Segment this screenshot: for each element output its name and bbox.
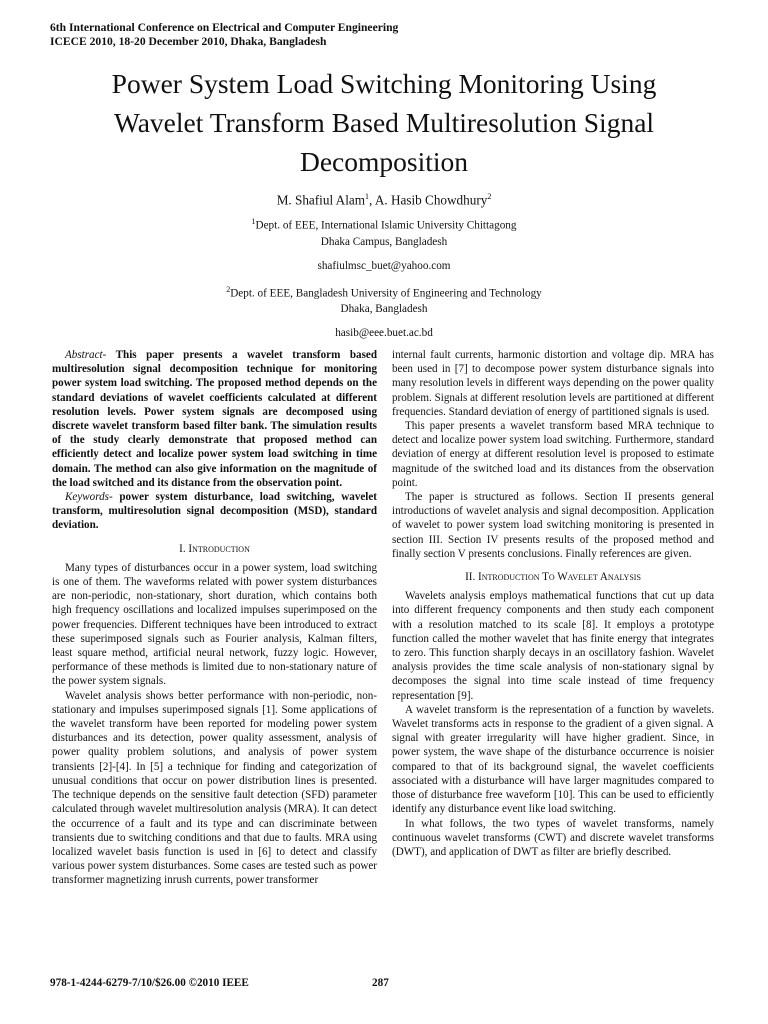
author-list — [0, 188, 768, 209]
affiliation-1-campus: Dhaka Campus, Bangladesh — [320, 235, 448, 248]
author-2: A. Hasib Chowdhury — [374, 192, 488, 208]
section-2-heading: II. Introduction To Wavelet Analysis — [465, 571, 641, 584]
affiliations — [0, 214, 768, 341]
abstract-label: Abstract- — [65, 349, 107, 361]
section-1-heading: I. Introduction — [179, 542, 250, 555]
conference-header — [50, 21, 398, 49]
section-2-paragraph-3: In what follows, the two types of wavelet transforms, namely continuous wavelet transforms (CWT) and discrete wavelet transforms (DWT), and application of DWT as filter are briefly described. — [392, 817, 714, 858]
abstract-text: This paper presents a wavelet transform based multiresolution signal decomposition technique for monitoring power system load switching. The proposed method depends on the standard deviations of wavelet coefficients calculated at different resolution levels. Power system signals are decomposed using discrete wavelet transform based filter bank. The simulation results of the study clearly demonstrate that proposed method can efficiently detect and localize power system load switching in time domain. The method can also give information on the magnitude of the load switched and its distance from the observation point. — [52, 349, 377, 489]
paper-title — [40, 64, 728, 181]
title-line-1: Power System Load Switching Monitoring Using — [111, 68, 657, 99]
footer-isbn: 978-1-4244-6279-7/10/$26.00 ©2010 IEEE — [50, 977, 249, 989]
section-2-paragraph-1: Wavelets analysis employs mathematical functions that cut up data into different frequency components and then study each component with a resolution matched to its scale [8]. It employs a prototype function called the mother wavelet that has finite energy that integrates to zero. This function sharply decays in an oscillatory fashion. Wavelet analysis provides the time scale analysis of non-stationary signal by decomposes the signal into time scale instead of time frequency representation [9]. — [392, 590, 714, 702]
author-1: M. Shafiul Alam — [276, 192, 365, 208]
left-column — [52, 348, 377, 888]
keywords — [52, 490, 377, 533]
section-1-paragraph-2: Wavelet analysis shows better performance with non-periodic, non-stationary and impulses superimposed signals [1]. Some applications of the wavelet transform have been reported for modeling power system disturbances and its detection, power quality assessment, analysis of power quality problem solutions, and analysis of power system transients [2]-[4]. In [5] a technique for finding and categorization of unusual conditions that occur on power distribution lines is presented. The technique depends on the sensitive fault detection (SFD) parameter calculated through wavelet multiresolution analysis (MRA). It can detect the occurrence of a fault and its type and can discriminate between transients due to switching conditions and that due to faults. MRA using localized wavelet basis function is used in [6] to detect and classify various power system disturbances. Some cases are tested such as power transformer magnetizing inrush currents, power transformer — [52, 689, 377, 887]
affiliation-2-sup: 2 — [226, 284, 231, 294]
page-number: 287 — [372, 977, 389, 989]
affiliation-2-email: hasib@eee.buet.ac.bd — [335, 327, 433, 340]
section-1-paragraph-1: Many types of disturbances occur in a power system, load switching is one of them. The waveforms related with power system disturbances are non-periodic, non-stationary, short duration, which contains both high frequency oscillations and localized impulses superimposed on the power frequencies. Different techniques have been introduced to extract these superimposed signals such as Fourier analysis, Kalman filters, least square method, artificial neural network, fuzzy logic. However, performance of these methods is limited due to non-stationary nature of the power system signals. — [52, 561, 377, 688]
right-paragraph-1: internal fault currents, harmonic distortion and voltage dip. MRA has been used in [7] to decompose power system disturbance signals into many resolution levels in different ways depending on the power quality problem. Signals at different resolution levels are partitioned at different frequencies. Standard deviation of energy of partitioned signals is used. — [392, 349, 714, 418]
affiliation-1-dept: Dept. of EEE, International Islamic University Chittagong — [255, 219, 517, 232]
affiliation-2-city: Dhaka, Bangladesh — [340, 303, 428, 316]
right-column — [392, 348, 714, 859]
right-paragraph-3: The paper is structured as follows. Section II presents general introductions of wavelet analysis and signal decomposition. Application of wavelet to power system load switching monitoring is presented in section III. Section IV presents results of the proposed method and finally section V presents conclusions. Finally references are given. — [392, 491, 714, 560]
author-separator: , — [368, 192, 375, 208]
title-line-3: Decomposition — [299, 146, 469, 177]
affiliation-1-email: shafiulmsc_buet@yahoo.com — [317, 259, 451, 272]
author-2-sup: 2 — [487, 192, 492, 201]
conference-line-2: ICECE 2010, 18-20 December 2010, Dhaka, Bangladesh — [50, 35, 327, 48]
abstract — [52, 348, 377, 490]
keywords-label: Keywords- — [65, 491, 113, 504]
section-2-paragraph-2: A wavelet transform is the representation of a function by wavelets. Wavelet transforms acts in response to the gradient of a given signal. A signal with greater irregularity will have higher gradient. Since, in power system, the wave shape of the disturbance occurrence is noisier compared to that of its background signal, the wavelet coefficients associated with a disturbance will have larger magnitudes compared to those of disturbance free waveform [10]. This can be used to efficiently identify any disturbance event like load switching. — [392, 703, 714, 816]
conference-line-1: 6th International Conference on Electrical and Computer Engineering — [50, 21, 399, 34]
keywords-text: power system disturbance, load switching, wavelet transform, multiresolution signal decomposition (MSD), standard deviation. — [52, 491, 377, 532]
affiliation-2 — [0, 282, 768, 302]
author-1-sup: 1 — [364, 192, 369, 201]
affiliation-1 — [0, 214, 768, 234]
affiliation-1-sup: 1 — [251, 217, 256, 226]
right-paragraph-2: This paper presents a wavelet transform based MRA technique to detect and localize power system load switching. Furthermore, standard deviation of energy at different resolution level is proposed to estimate magnitude of the switched load and its distances from the observation point. — [392, 420, 714, 489]
title-line-2: Wavelet Transform Based Multiresolution Signal — [113, 107, 655, 138]
affiliation-2-dept: Dept. of EEE, Bangladesh University of Engineering and Technology — [230, 287, 542, 300]
